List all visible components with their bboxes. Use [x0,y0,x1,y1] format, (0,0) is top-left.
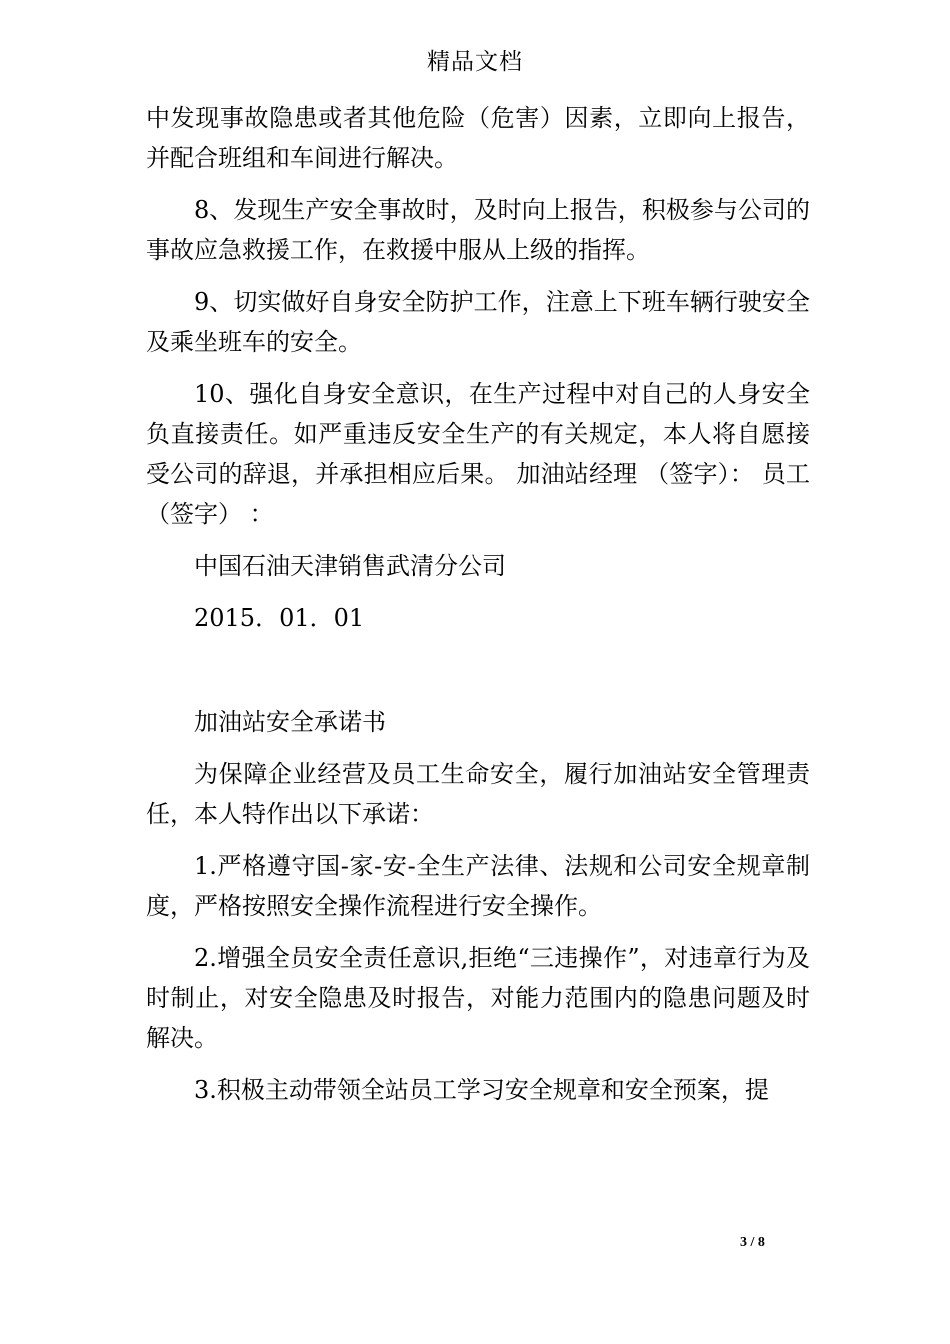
paragraph-pledge-1: 1.严格遵守国-家-安-全生产法律、法规和公司安全规章制度，严格按照安全操作流程进行安全操作。 [146,852,810,920]
section-title: 加油站安全承诺书 [194,708,386,736]
paragraph-item-9: 9、切实做好自身安全防护工作，注意上下班车辆行驶安全及乘坐班车的安全。 [146,288,810,356]
section-spacer [146,650,810,702]
company-name: 中国石油天津销售武清分公司 [194,552,506,580]
paragraph-intro: 为保障企业经营及员工生命安全，履行加油站安全管理责任，本人特作出以下承诺： [146,760,810,828]
paragraph-continuation: 中发现事故隐患或者其他危险（危害）因素，立即向上报告，并配合班组和车间进行解决。 [146,104,810,172]
document-date: 2015．01．01 [194,604,365,632]
paragraph-item-8: 8、发现生产安全事故时，及时向上报告，积极参与公司的事故应急救援工作，在救援中服从上级的指挥。 [146,196,810,264]
paragraph-pledge-3: 3.积极主动带领全站员工学习安全规章和安全预案，提 [194,1076,769,1104]
document-body [146,98,810,1122]
page-header-title: 精品文档 [427,49,523,75]
paragraph-pledge-2: 2.增强全员安全责任意识,拒绝“三违操作”，对违章行为及时制止，对安全隐患及时报告，对能力范围内的隐患问题及时解决。 [146,944,810,1052]
paragraph-item-10: 10、强化自身安全意识，在生产过程中对自己的人身安全负直接责任。如严重违反安全生产的有关规定，本人将自愿接受公司的辞退，并承担相应后果。 加油站经理 （签字）： 员工（签字） ： [146,380,810,528]
page-number: 3 / 8 [740,1235,765,1250]
